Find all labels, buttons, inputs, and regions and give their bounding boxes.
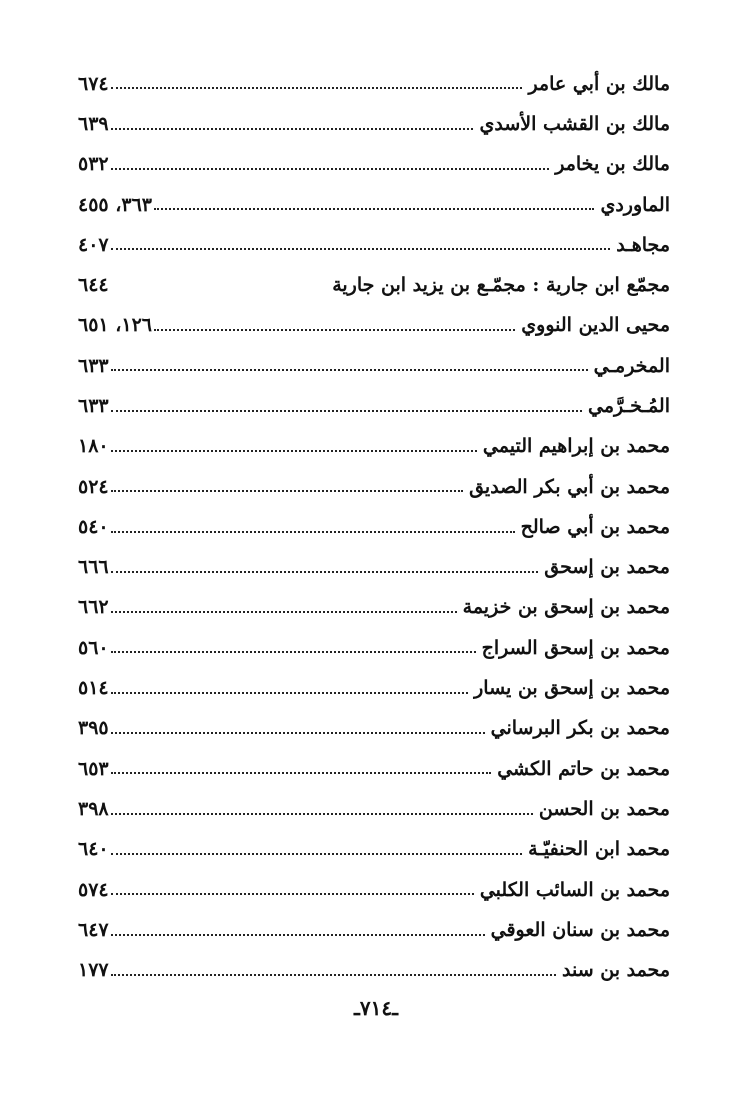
index-entry bbox=[78, 701, 670, 741]
dot-leader bbox=[111, 893, 474, 895]
entry-name: محمد بن إسحق السراج bbox=[481, 636, 670, 659]
entry-page-numbers: ٦٥٣ bbox=[78, 757, 109, 780]
index-entry bbox=[78, 137, 670, 177]
dot-leader bbox=[111, 531, 515, 533]
entry-name: مجاهـد bbox=[616, 233, 670, 256]
entry-page-numbers: ٦٣٣ bbox=[78, 354, 109, 377]
index-entry bbox=[78, 338, 670, 378]
entry-name: محمد بن إسحق بن خزيمة bbox=[462, 596, 670, 619]
entry-page-numbers: ٦٣٩ bbox=[78, 112, 109, 135]
entry-page-numbers: ٥١٤ bbox=[78, 677, 109, 700]
entry-name: محمد بن بكر البرساني bbox=[490, 717, 670, 740]
entry-name: محمد بن الحسن bbox=[538, 797, 670, 820]
page-number: ـ٧١٤ـ bbox=[354, 996, 398, 1020]
dot-leader bbox=[111, 571, 539, 573]
entry-name: مالك بن يخامر bbox=[555, 153, 670, 176]
dot-leader bbox=[111, 692, 469, 694]
dot-leader bbox=[111, 248, 611, 250]
entry-name: محمد بن إسحق بن يسار bbox=[474, 677, 670, 700]
dot-leader bbox=[154, 329, 515, 331]
index-entry bbox=[78, 741, 670, 781]
entry-page-numbers: ٣٩٥ bbox=[78, 717, 109, 740]
entry-page-numbers: ٦٤٠ bbox=[78, 838, 109, 861]
entry-name: مالك بن أبي عامر bbox=[528, 72, 670, 95]
entry-name: محمد ابن الحنفيّـة bbox=[528, 838, 670, 861]
entry-page-numbers: ٣٦٣، ٤٥٥ bbox=[78, 193, 152, 216]
index-entry bbox=[78, 96, 670, 136]
entry-name: محمد بن حاتم الكشي bbox=[497, 757, 670, 780]
index-entry bbox=[78, 177, 670, 217]
entry-name: محمد بن إبراهيم التيمي bbox=[482, 435, 670, 458]
index-list bbox=[78, 56, 670, 983]
index-entry bbox=[78, 459, 670, 499]
entry-page-numbers: ٦٣٣ bbox=[78, 394, 109, 417]
entry-name: المُـخـرَّمي bbox=[588, 394, 670, 417]
index-entry bbox=[78, 378, 670, 418]
index-entry bbox=[78, 580, 670, 620]
dot-leader bbox=[111, 369, 588, 371]
dot-leader bbox=[111, 611, 457, 613]
dot-leader bbox=[111, 410, 582, 412]
entry-name: الماوردي bbox=[600, 193, 670, 216]
index-entry bbox=[78, 56, 670, 96]
index-entry bbox=[78, 660, 670, 700]
entry-page-numbers: ٦٦٢ bbox=[78, 596, 109, 619]
entry-page-numbers: ٤٠٧ bbox=[78, 233, 109, 256]
entry-page-numbers: ١٢٦، ٦٥١ bbox=[78, 314, 152, 337]
dot-leader bbox=[111, 934, 485, 936]
index-entry bbox=[78, 822, 670, 862]
dot-leader bbox=[111, 813, 533, 815]
dot-leader bbox=[111, 450, 477, 452]
entry-page-numbers: ٥٧٤ bbox=[78, 878, 109, 901]
dot-leader bbox=[111, 853, 523, 855]
index-entry bbox=[78, 902, 670, 942]
index-entry bbox=[78, 217, 670, 257]
dot-leader bbox=[111, 128, 474, 130]
index-entry bbox=[78, 943, 670, 983]
dot-leader bbox=[111, 974, 556, 976]
entry-page-numbers: ٣٩٨ bbox=[78, 797, 109, 820]
entry-page-numbers: ٦٤٤ bbox=[78, 274, 109, 297]
index-entry bbox=[78, 862, 670, 902]
entry-name: مجمّع ابن جارية : مجمّـع بن يزيد ابن جارية bbox=[332, 274, 670, 297]
index-entry bbox=[78, 499, 670, 539]
entry-name: محمد بن السائب الكلبي bbox=[479, 878, 670, 901]
dot-leader bbox=[111, 87, 523, 89]
index-entry bbox=[78, 540, 670, 580]
dot-leader bbox=[111, 168, 550, 170]
entry-page-numbers: ١٨٠ bbox=[78, 435, 109, 458]
entry-name: مالك بن القشب الأسدي bbox=[479, 112, 670, 135]
entry-name: محيى الدين النووي bbox=[521, 314, 670, 337]
entry-page-numbers: ٥٢٤ bbox=[78, 475, 109, 498]
entry-page-numbers: ٦٦٦ bbox=[78, 556, 109, 579]
entry-name: محمد بن سنان العوقي bbox=[490, 918, 670, 941]
dot-leader bbox=[154, 208, 594, 210]
entry-page-numbers: ٦٤٧ bbox=[78, 918, 109, 941]
entry-name: محمد بن سند bbox=[561, 959, 670, 982]
entry-page-numbers: ٥٤٠ bbox=[78, 515, 109, 538]
entry-page-numbers: ٦٧٤ bbox=[78, 72, 109, 95]
index-entry bbox=[78, 620, 670, 660]
entry-name: محمد بن أبي صالح bbox=[520, 515, 670, 538]
entry-page-numbers: ٥٦٠ bbox=[78, 636, 109, 659]
index-entry bbox=[78, 419, 670, 459]
dot-leader bbox=[111, 772, 492, 774]
dot-leader bbox=[111, 732, 485, 734]
index-entry bbox=[78, 781, 670, 821]
entry-name: محمد بن إسحق bbox=[544, 556, 670, 579]
entry-page-numbers: ٥٣٢ bbox=[78, 153, 109, 176]
page-footer bbox=[0, 996, 752, 1020]
dot-leader bbox=[111, 490, 463, 492]
entry-name: محمد بن أبي بكر الصديق bbox=[469, 475, 670, 498]
dot-leader bbox=[111, 651, 476, 653]
index-entry bbox=[78, 298, 670, 338]
entry-name: المخرمـي bbox=[593, 354, 670, 377]
entry-page-numbers: ١٧٧ bbox=[78, 959, 109, 982]
index-entry bbox=[78, 257, 670, 297]
